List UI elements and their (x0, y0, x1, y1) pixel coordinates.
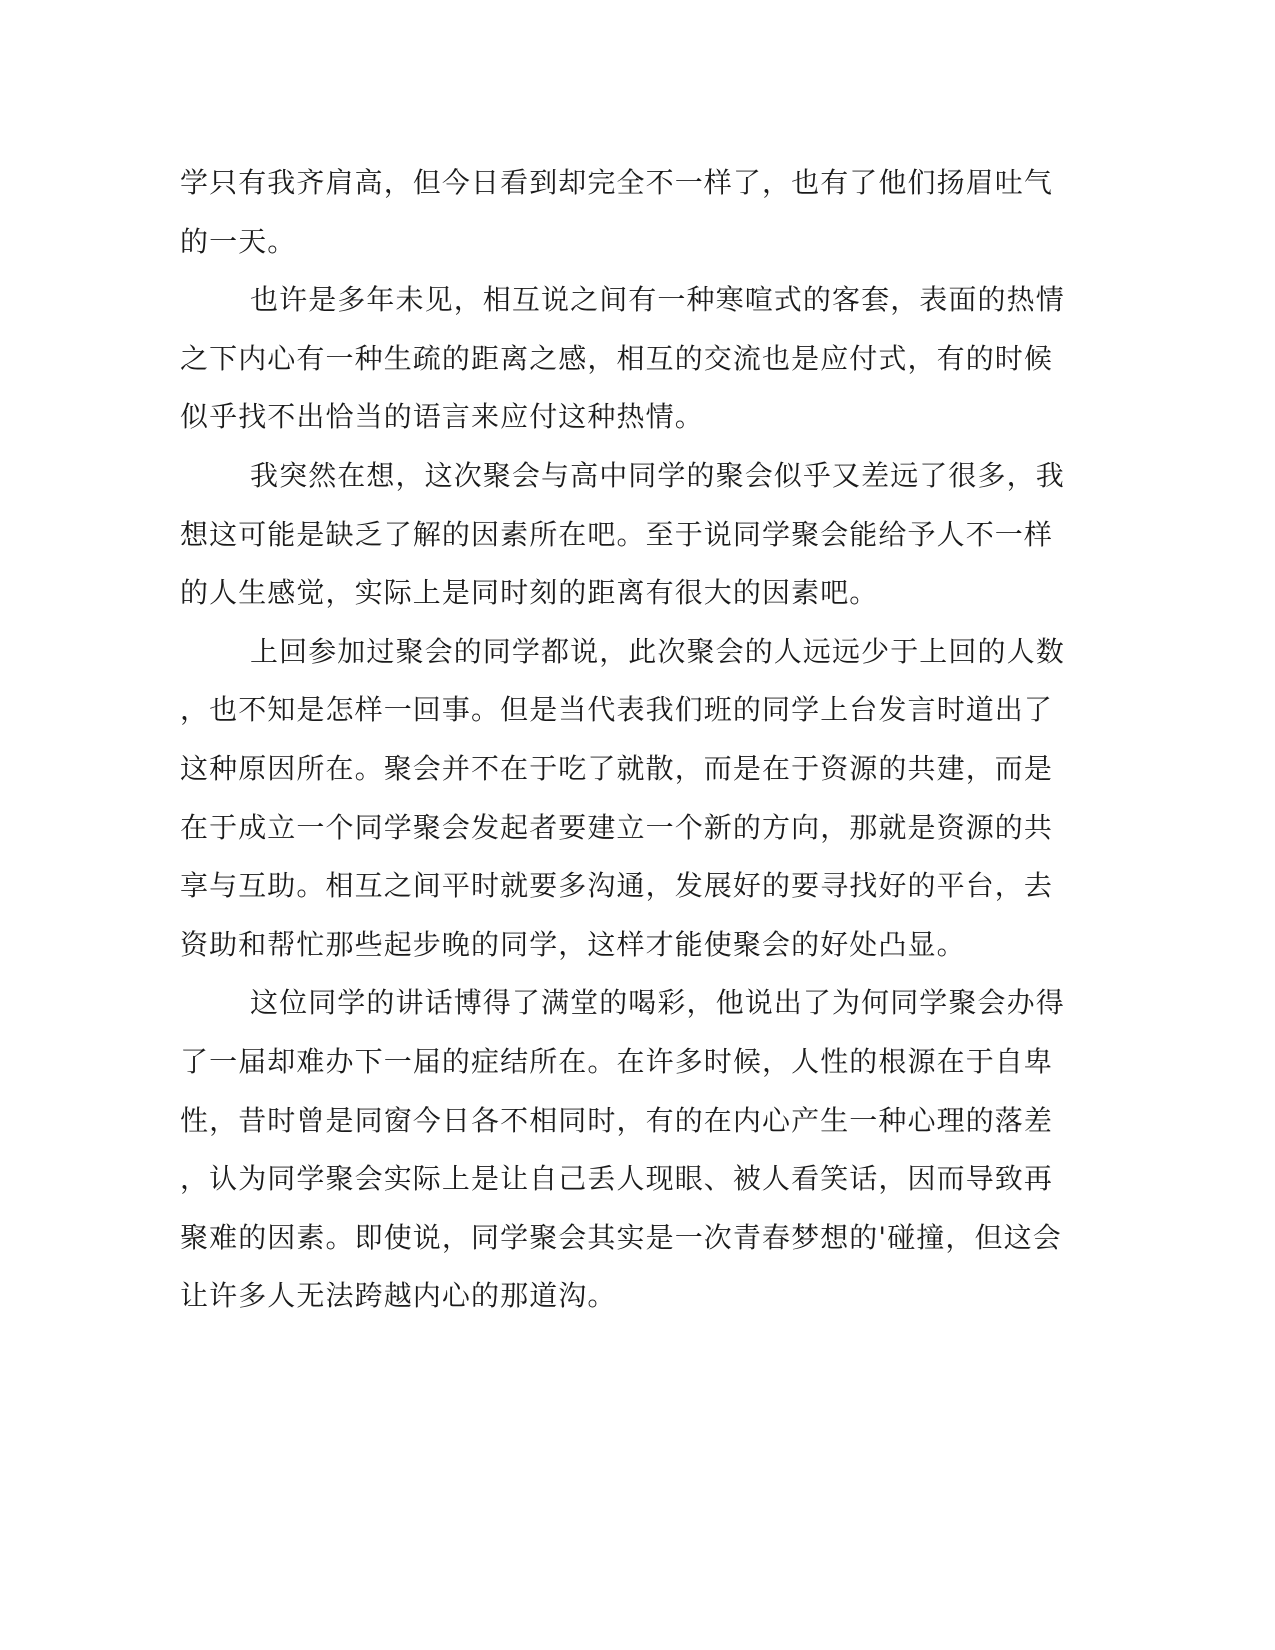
text-line: 学只有我齐肩高，但今日看到却完全不一样了，也有了他们扬眉吐气 (180, 166, 1054, 199)
text-line: 了一届却难办下一届的症结所在。在许多时候，人性的根源在于自卑 (180, 1044, 1054, 1078)
text-line: 享与互助。相互之间平时就要多沟通，发展好的要寻找好的平台，去 (180, 869, 1054, 903)
text-line: 的人生感觉，实际上是同时刻的距离有很大的因素吧。 (180, 576, 879, 610)
text-line: 上回参加过聚会的同学都说，此次聚会的人远远少于上回的人数 (250, 634, 1065, 668)
text-line: 让许多人无法跨越内心的那道沟。 (180, 1279, 617, 1313)
text-line: 的一天。 (180, 224, 297, 258)
text-line: 这位同学的讲话博得了满堂的喝彩，他说出了为何同学聚会办得 (250, 986, 1065, 1020)
text-line: 在于成立一个同学聚会发起者要建立一个新的方向，那就是资源的共 (180, 810, 1054, 844)
text-line: ，认为同学聚会实际上是让自己丢人现眼、被人看笑话，因而导致再 (180, 1162, 1054, 1196)
text-line: 我突然在想，这次聚会与高中同学的聚会似乎又差远了很多，我 (250, 458, 1065, 492)
text-line: 似乎找不出恰当的语言来应付这种热情。 (180, 400, 704, 434)
text-line: 这种原因所在。聚会并不在于吃了就散，而是在于资源的共建，而是 (180, 751, 1054, 785)
text-line: 想这可能是缺乏了解的因素所在吧。至于说同学聚会能给予人不一样 (180, 517, 1054, 551)
text-line: 资助和帮忙那些起步晚的同学，这样才能使聚会的好处凸显。 (180, 927, 966, 961)
text-line: 性，昔时曾是同窗今日各不相同时，有的在内心产生一种心理的落差 (180, 1103, 1054, 1137)
text-line: 也许是多年未见，相互说之间有一种寒喧式的客套，表面的热情 (250, 283, 1065, 317)
text-line: ，也不知是怎样一回事。但是当代表我们班的同学上台发言时道出了 (180, 693, 1054, 727)
text-line: 聚难的因素。即使说，同学聚会其实是一次青春梦想的'碰撞，但这会 (180, 1220, 1062, 1254)
body-text (180, 154, 1065, 1326)
text-line: 之下内心有一种生疏的距离之感，相互的交流也是应付式，有的时候 (180, 341, 1054, 375)
